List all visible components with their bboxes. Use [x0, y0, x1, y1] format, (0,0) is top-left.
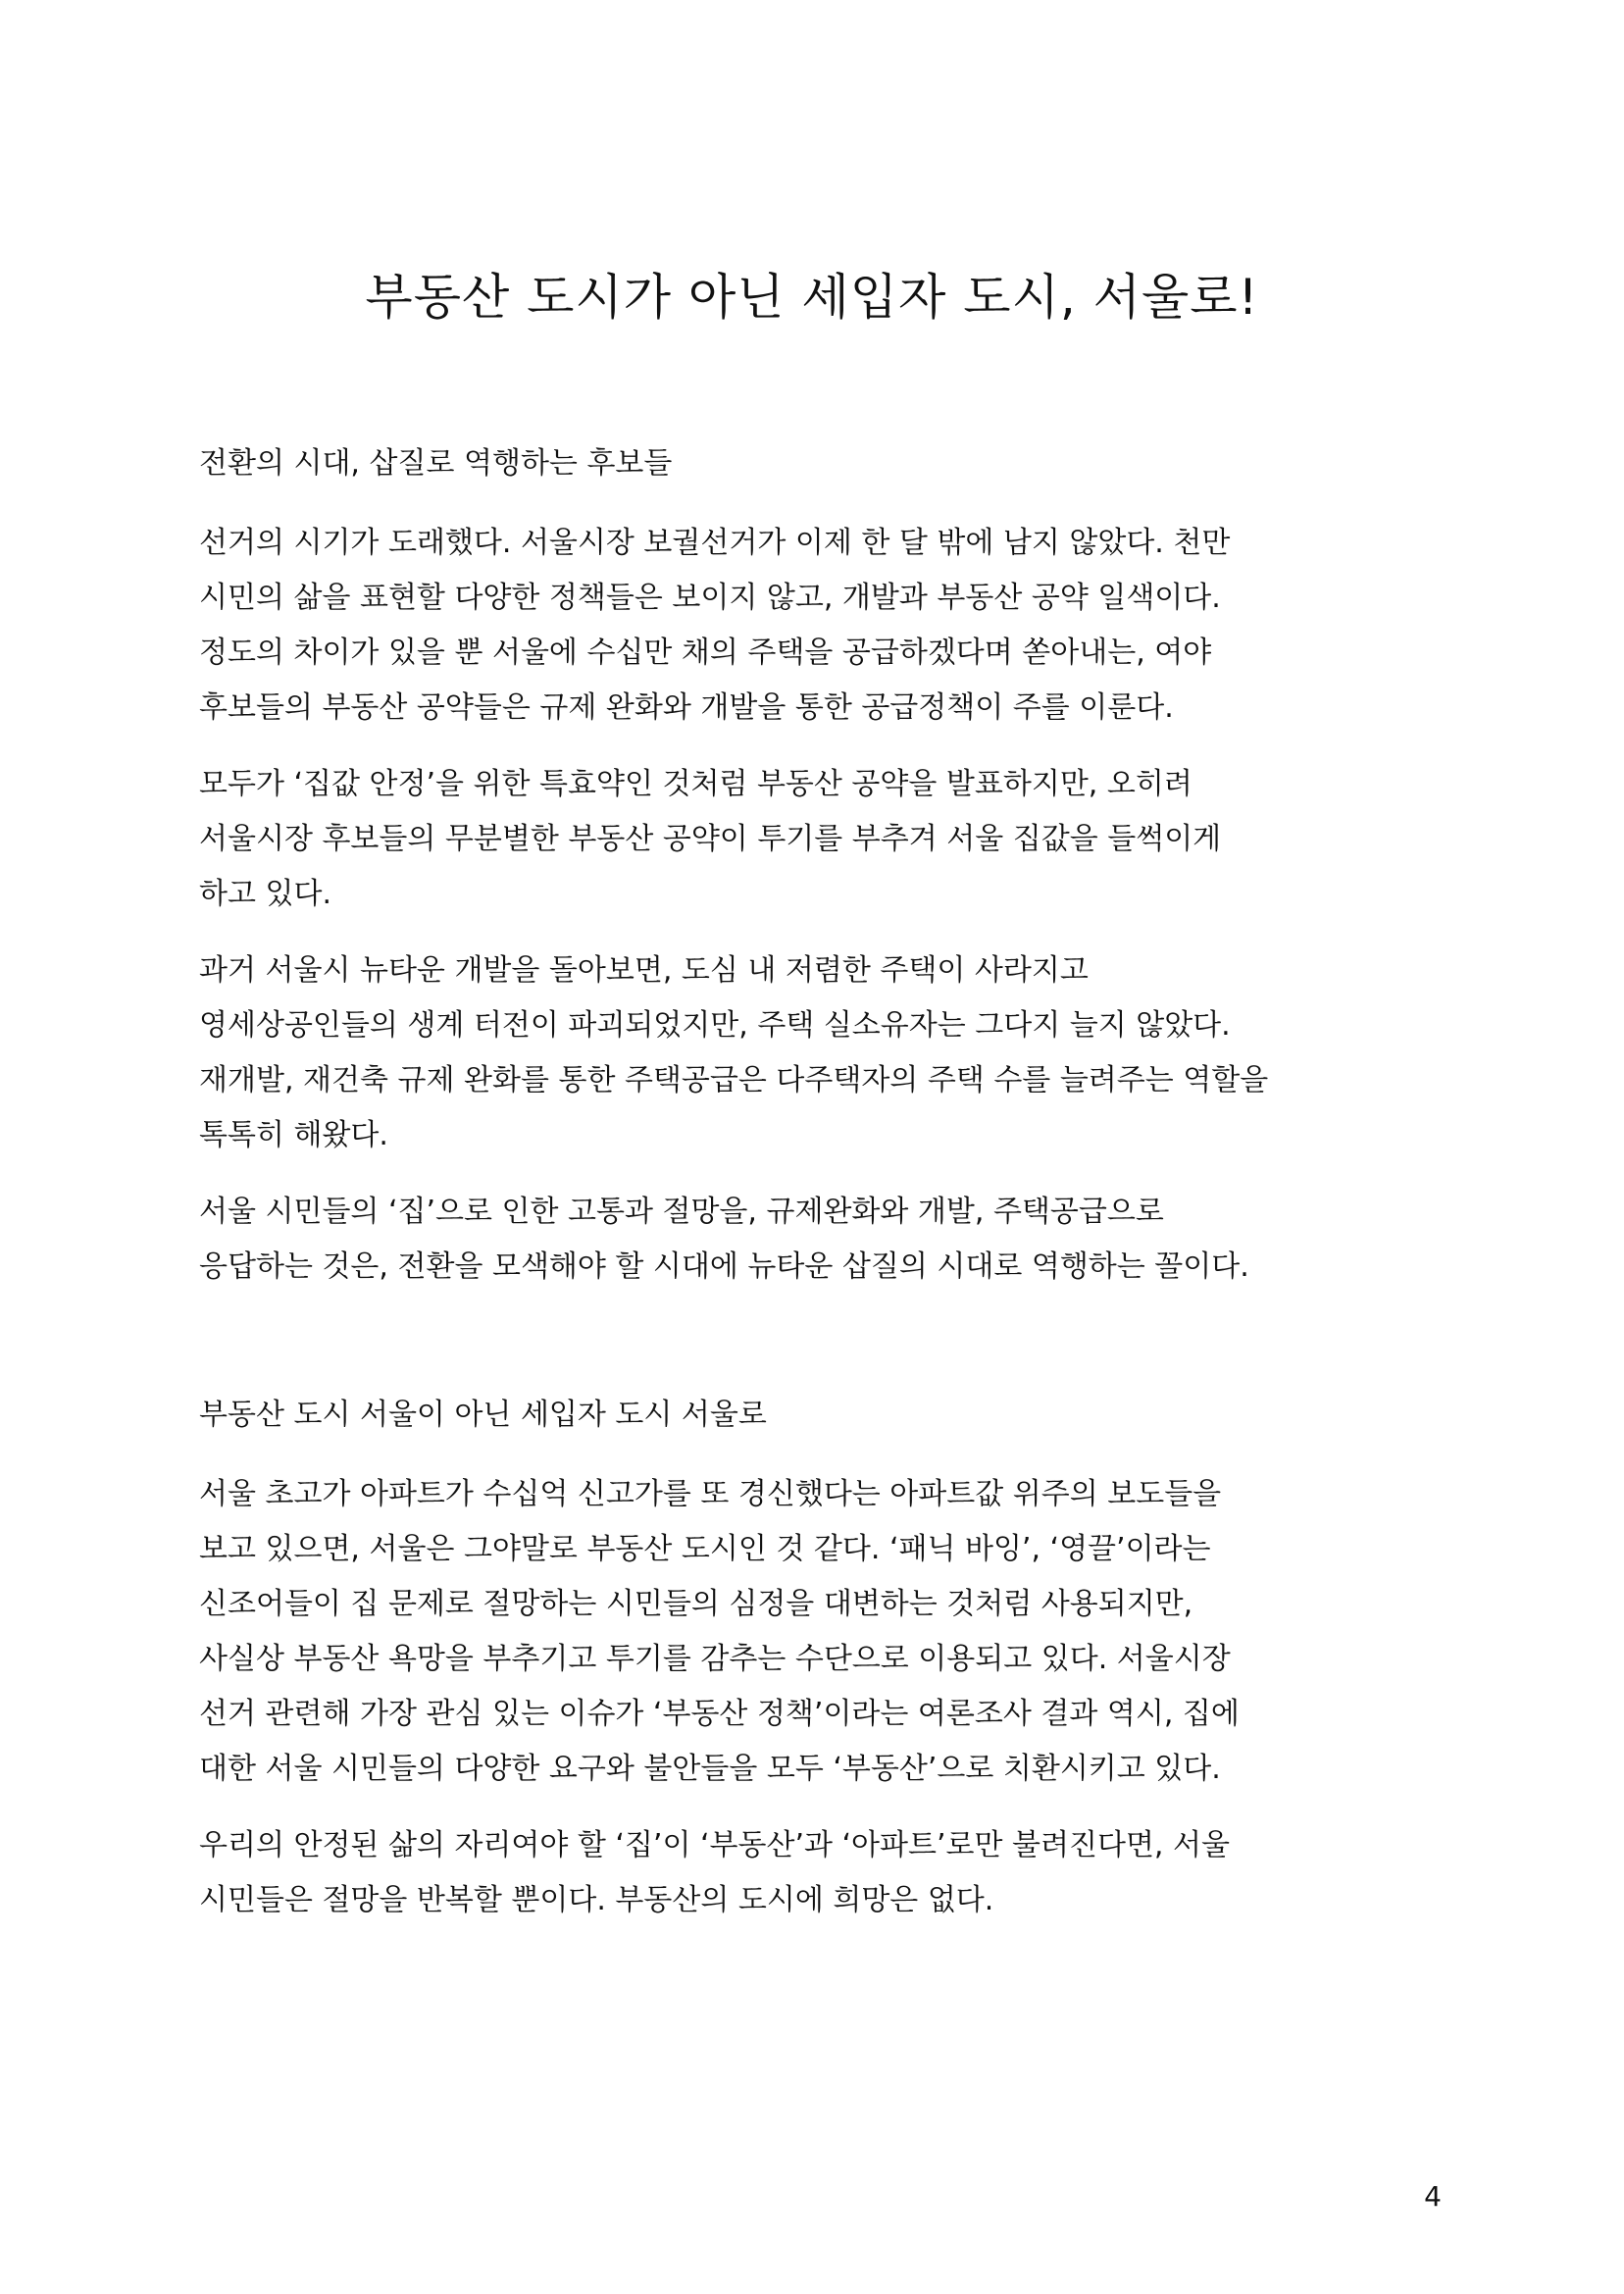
- page-number: 4: [1424, 2180, 1442, 2213]
- section-transition-era: [199, 441, 1435, 1295]
- page-title: 부동산 도시가 아닌 세입자 도시, 서울로!: [365, 269, 1259, 326]
- section-heading: 전환의 시대, 삽질로 역행하는 후보들: [199, 446, 673, 481]
- paragraph: 우리의 안정된 삶의 자리여야 할 ‘집’이 ‘부동산’과 ‘아파트’로만 불려진다면, 서울 시민들은 절망을 반복할 뿐이다. 부동산의 도시에 희망은 없다.: [199, 1828, 1230, 1917]
- paragraph: 과거 서울시 뉴타운 개발을 돌아보면, 도심 내 저렴한 주택이 사라지고 영세상공인들의 생계 터전이 파괴되었지만, 주택 실소유자는 그다지 늘지 않았다. 재개발, 재건축 규제 완화를 통한 주택공급은 다주택자의 주택 수를 늘려주는 역할을 톡톡히 해왔다.: [199, 953, 1269, 1152]
- document-body: [199, 441, 1435, 1928]
- paragraph: 서울 시민들의 ‘집’으로 인한 고통과 절망을, 규제완화와 개발, 주택공급으로 응답하는 것은, 전환을 모색해야 할 시대에 뉴타운 삽질의 시대로 역행하는 꼴이다.: [199, 1195, 1249, 1284]
- paragraph: 모두가 ‘집값 안정’을 위한 특효약인 것처럼 부동산 공약을 발표하지만, 오히려 서울시장 후보들의 무분별한 부동산 공약이 투기를 부추겨 서울 집값을 들썩이게 하고 있다.: [199, 767, 1222, 911]
- section-heading: 부동산 도시 서울이 아닌 세입자 도시 서울로: [199, 1398, 767, 1432]
- paragraph: 선거의 시기가 도래했다. 서울시장 보궐선거가 이제 한 달 밖에 남지 않았다. 천만 시민의 삶을 표현할 다양한 정책들은 보이지 않고, 개발과 부동산 공약 일색이다. 정도의 차이가 있을 뿐 서울에 수십만 채의 주택을 공급하겠다며 쏟아내는, 여야 후보들의 부동산 공약들은 규제 완화와 개발을 통한 공급정책이 주를 이룬다.: [199, 526, 1231, 725]
- paragraph: 서울 초고가 아파트가 수십억 신고가를 또 경신했다는 아파트값 위주의 보도들을 보고 있으면, 서울은 그야말로 부동산 도시인 것 같다. ‘패닉 바잉’, ‘영끌’이라는 신조어들이 집 문제로 절망하는 시민들의 심정을 대변하는 것처럼 사용되지만, 사실상 부동산 욕망을 부추기고 투기를 감추는 수단으로 이용되고 있다. 서울시장 선거 관련해 가장 관심 있는 이슈가 ‘부동산 정책’이라는 여론조사 결과 역시, 집에 대한 서울 시민들의 다양한 요구와 불안들을 모두 ‘부동산’으로 치환시키고 있다.: [199, 1477, 1240, 1786]
- section-tenant-city: [199, 1393, 1435, 1928]
